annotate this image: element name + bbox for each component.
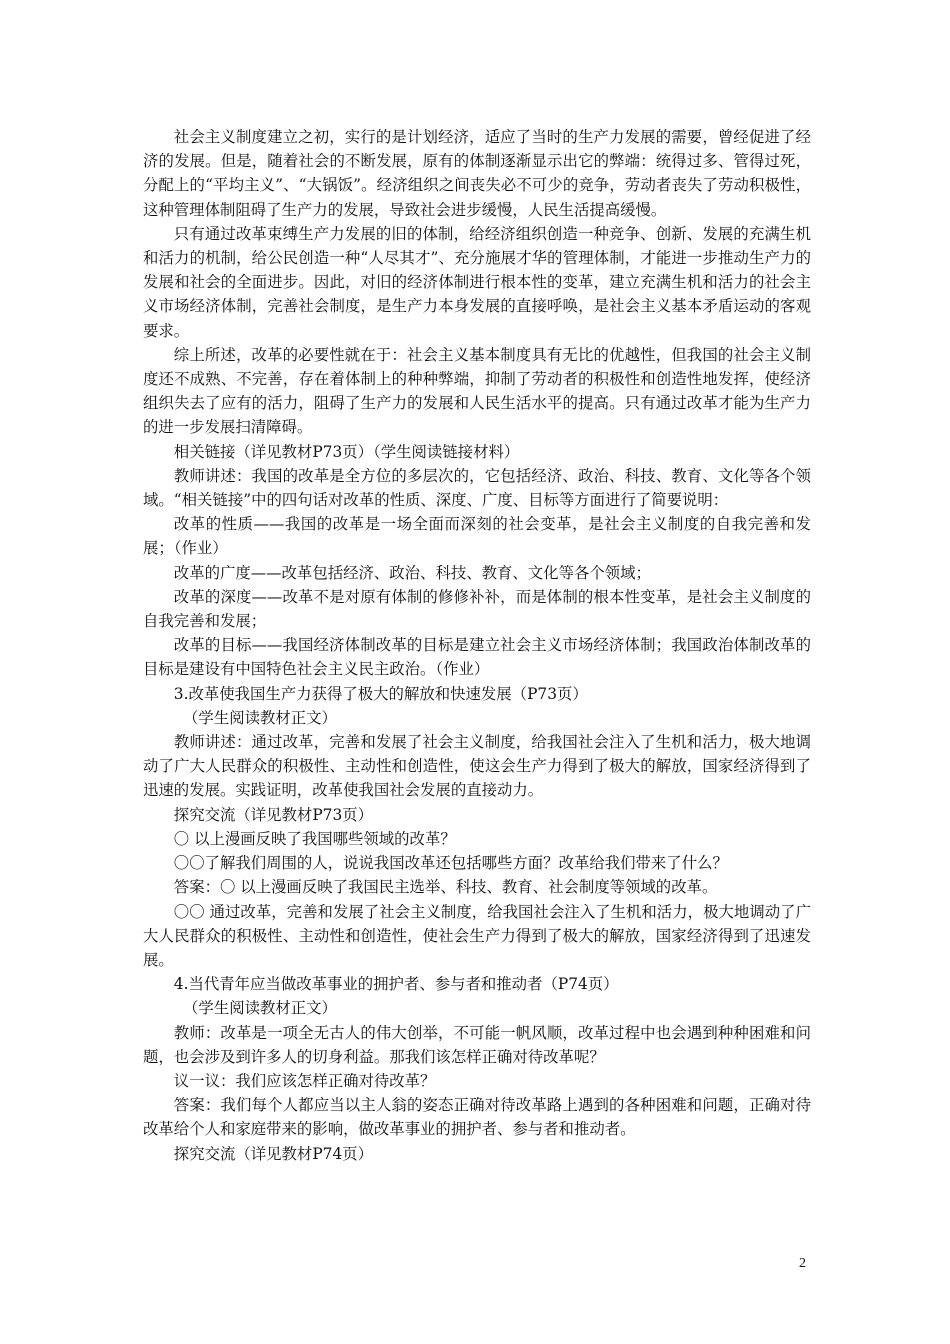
- paragraph: 答案：〇 以上漫画反映了我国民主选举、科技、教育、社会制度等领域的改革。: [173, 878, 718, 897]
- paragraph: 教师讲述：我国的改革是全方位的多层次的，它包括经济、政治、科技、教育、文化等各个领域。“相关链接”中的四句话对改革的性质、深度、广度、目标等方面进行了简要说明：: [143, 466, 811, 510]
- paragraph: 相关链接（详见教材P73页）（学生阅读链接材料）: [173, 442, 520, 461]
- paragraph: （学生阅读教材正文）: [183, 999, 337, 1018]
- paragraph: 改革的目标——我国经济体制改革的目标是建立社会主义市场经济体制；我国政治体制改革的目标是建设有中国特色社会主义民主政治。（作业）: [143, 636, 811, 679]
- paragraph: 〇〇了解我们周围的人，说说我国改革还包括哪些方面？改革给我们带来了什么？: [173, 854, 728, 873]
- paragraph: 改革的广度——改革包括经济、政治、科技、教育、文化等各个领域；: [173, 563, 651, 582]
- paragraph: （学生阅读教材正文）: [183, 708, 337, 727]
- paragraph: 探究交流（详见教材P74页）: [173, 1144, 374, 1163]
- section-heading: 3.改革使我国生产力获得了极大的解放和快速发展（P73页）: [173, 684, 588, 703]
- paragraph: 〇〇 通过改革，完善和发展了社会主义制度，给我国社会注入了生机和活力，极大地调动了广大人民群众的积极性、主动性和创造性，使社会生产力得到了极大的解放，国家经济得到了迅速发展。: [143, 902, 811, 969]
- paragraph: 〇 以上漫画反映了我国哪些领域的改革？: [173, 829, 456, 848]
- paragraph: 教师：改革是一项全无古人的伟大创举，不可能一帆风顺，改革过程中也会遇到种种困难和问题，也会涉及到许多人的切身利益。那我们该怎样正确对待改革呢？: [143, 1023, 811, 1066]
- paragraph: 教师讲述：通过改革，完善和发展了社会主义制度，给我国社会注入了生机和活力，极大地调动了广大人民群众的积极性、主动性和创造性，使这会生产力得到了极大的解放，国家经济得到了迅速的发展。实践证明，改革使我国社会发展的直接动力。: [143, 733, 811, 800]
- page-number: 2: [799, 1256, 806, 1271]
- paragraph: 改革的深度——改革不是对原有体制的修修补补，而是体制的根本性变革，是社会主义制度的自我完善和发展；: [143, 587, 811, 631]
- body-text: [143, 125, 811, 1166]
- paragraph: 议一议：我们应该怎样正确对待改革？: [173, 1071, 436, 1090]
- paragraph: 只有通过改革束缚生产力发展的旧的体制，给经济组织创造一种竞争、创新、发展的充满生机和活力的机制，给公民创造一种“人尽其才”、充分施展才华的管理体制，才能进一步推动生产力的发展和社会的全面进步。因此，对旧的经济体制进行根本性的变革，建立充满生机和活力的社会主义市场经济体制，完善社会制度，是生产力本身发展的直接呼唤，是社会主义基本矛盾运动的客观要求。: [143, 224, 811, 340]
- paragraph: 社会主义制度建立之初，实行的是计划经济，适应了当时的生产力发展的需要，曾经促进了经济的发展。但是，随着社会的不断发展，原有的体制逐渐显示出它的弊端：统得过多、管得过死，分配上的“平均主义”、“大锅饭”。经济组织之间丧失必不可少的竞争，劳动者丧失了劳动积极性，这种管理体制阻碍了生产力的发展，导致社会进步缓慢，人民生活提高缓慢。: [143, 128, 811, 219]
- paragraph: 探究交流（详见教材P73页）: [173, 805, 374, 824]
- paragraph: 改革的性质——我国的改革是一场全面而深刻的社会变革，是社会主义制度的自我完善和发展；（作业）: [143, 515, 811, 558]
- paragraph: 答案：我们每个人都应当以主人翁的姿态正确对待改革路上遇到的各种困难和问题，正确对待改革给个人和家庭带来的影响，做改革事业的拥护者、参与者和推动者。: [143, 1096, 811, 1139]
- paragraph: 综上所述，改革的必要性就在于：社会主义基本制度具有无比的优越性，但我国的社会主义制度还不成熟、不完善，存在着体制上的种种弊端，抑制了劳动者的积极性和创造性地发挥，使经济组织失去了应有的活力，阻碍了生产力的发展和人民生活水平的提高。只有通过改革才能为生产力的进一步发展扫清障碍。: [143, 345, 811, 437]
- section-heading: 4.当代青年应当做改革事业的拥护者、参与者和推动者（P74页）: [173, 975, 619, 994]
